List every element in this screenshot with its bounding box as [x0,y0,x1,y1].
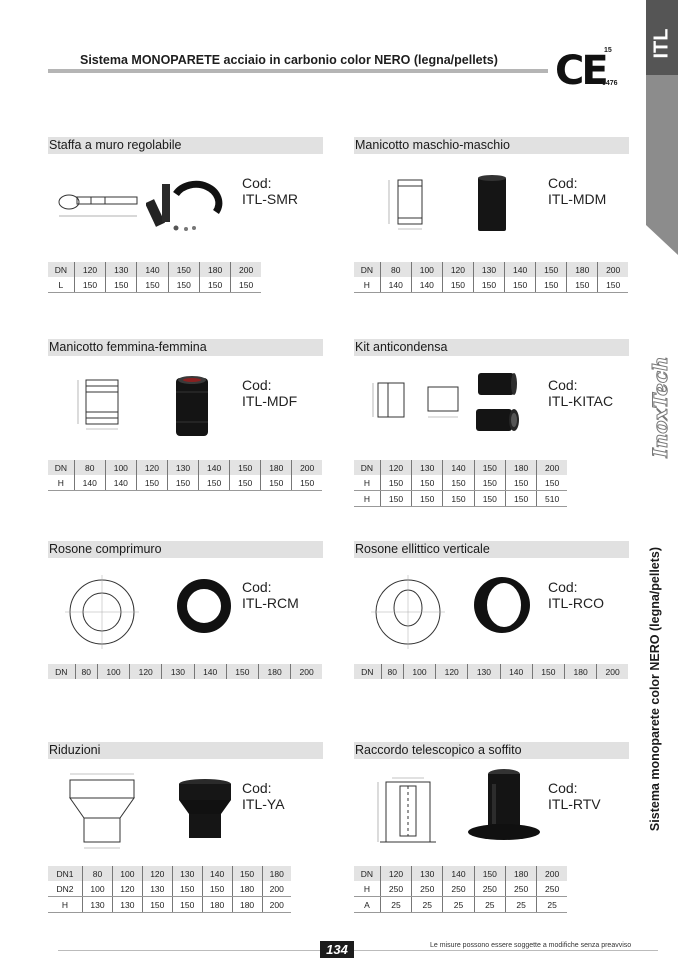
condensate-kit-drawing [370,375,465,425]
table-cell: 180 [232,881,262,897]
table-cell: 120 [380,460,411,475]
table-cell: 250 [505,881,536,897]
table-cell: 150 [199,475,230,491]
table-cell: 250 [412,881,443,897]
table-cell: 180 [232,897,262,913]
table-cell: DN [354,866,380,881]
table-cell: 150 [230,460,261,475]
table-cell: 140 [500,664,532,679]
section-title: Manicotto femmina-femmina [48,339,323,356]
cod-label: Cod: [548,377,578,393]
table-cell: 130 [167,460,198,475]
spec-table [354,664,628,679]
spec-table [48,262,261,293]
table-cell: A [354,897,380,913]
table-cell: H [354,491,380,507]
table-cell: 150 [412,491,443,507]
table-cell: DN [354,460,380,475]
table-cell: 80 [74,460,105,475]
table-cell: 150 [231,277,261,293]
table-cell: 150 [567,277,598,293]
table-cell: 100 [97,664,129,679]
table-cell: DN [354,262,380,277]
table-cell: 100 [403,664,435,679]
section-title: Rosone comprimuro [48,541,323,558]
table-cell: L [48,277,74,293]
header-underline [48,69,548,73]
table-cell: 120 [130,664,162,679]
cod-label: Cod: [548,780,578,796]
table-cell: 25 [537,897,567,913]
spec-table [48,460,322,491]
product-code: ITL-SMR [242,191,298,207]
table-cell: 200 [262,881,291,897]
table-cell: 25 [412,897,443,913]
male-coupling-drawing [380,172,435,234]
table-cell: 140 [202,866,232,881]
table-cell: 150 [172,897,202,913]
ceiling-connector-photo [464,764,544,844]
table-cell: H [354,475,380,491]
product-code: ITL-YA [242,796,285,812]
table-cell: 120 [74,262,105,277]
spec-table [354,866,567,913]
table-cell: DN [48,460,74,475]
elliptic-rosette-drawing [368,572,448,652]
table-cell: 150 [474,491,505,507]
female-coupling-photo [172,374,212,438]
male-coupling-photo [472,172,512,234]
table-cell: 150 [536,262,567,277]
table-cell: 150 [226,664,258,679]
table-cell: 100 [105,460,136,475]
table-cell: DN1 [48,866,83,881]
table-cell: 200 [262,897,291,913]
side-vertical-title: Sistema monoparete color NERO (legna/pellets) [648,546,662,832]
table-cell: 150 [199,277,230,293]
table-cell: 150 [443,491,474,507]
spec-table [354,262,628,293]
table-cell: 200 [292,460,322,475]
table-cell: 140 [443,460,474,475]
table-cell: 130 [83,897,113,913]
table-cell: 200 [291,664,322,679]
section-title: Manicotto maschio-maschio [354,137,629,154]
table-cell: 130 [412,866,443,881]
table-cell: 180 [505,866,536,881]
product-code: ITL-RTV [548,796,601,812]
table-cell: 25 [443,897,474,913]
section-title: Kit anticondensa [354,339,629,356]
ce-mark-number: 15 [604,47,612,54]
table-cell: 180 [202,897,232,913]
table-cell: 140 [137,262,168,277]
table-cell: H [354,881,380,897]
product-code: ITL-RCM [242,595,299,611]
table-cell: 150 [137,277,168,293]
table-cell: 150 [473,277,504,293]
table-cell: 100 [411,262,442,277]
table-cell: 80 [381,664,403,679]
table-cell: H [48,475,74,491]
table-cell: 150 [202,881,232,897]
cod-label: Cod: [242,780,272,796]
table-cell: 150 [136,475,167,491]
table-cell: 200 [597,664,628,679]
condensate-kit-photo [472,371,522,435]
spec-table [354,460,567,507]
table-cell: 250 [380,881,411,897]
table-cell: 180 [262,866,291,881]
table-cell: 25 [474,897,505,913]
table-cell: 25 [505,897,536,913]
table-cell: 80 [380,262,411,277]
table-cell: 150 [168,262,199,277]
table-cell: H [48,897,83,913]
side-tab-code: ITL [650,28,673,59]
reducer-drawing [62,766,142,854]
table-cell: 130 [172,866,202,881]
table-cell: 150 [380,491,411,507]
table-cell: 140 [194,664,226,679]
table-cell: 150 [505,475,536,491]
table-cell: 150 [443,475,474,491]
female-coupling-drawing [72,372,127,434]
table-cell: 120 [112,881,142,897]
table-cell: 130 [112,897,142,913]
table-cell: 140 [505,262,536,277]
ce-notified-body: 0476 [602,80,618,87]
table-cell: 140 [105,475,136,491]
table-cell: 150 [536,277,567,293]
section-title: Rosone ellittico verticale [354,541,629,558]
table-cell: DN [48,262,74,277]
product-code: ITL-MDM [548,191,607,207]
table-cell: 200 [598,262,628,277]
reducer-photo [175,776,235,842]
elliptic-rosette-photo [470,574,534,636]
table-cell: 150 [442,277,473,293]
wall-rosette-photo [176,578,232,634]
table-cell: 25 [380,897,411,913]
cod-label: Cod: [548,579,578,595]
table-cell: 120 [136,460,167,475]
table-cell: 140 [199,460,230,475]
table-cell: 100 [83,881,113,897]
cod-label: Cod: [242,175,272,191]
table-cell: 150 [474,460,505,475]
table-cell: 140 [443,866,474,881]
product-code: ITL-RCO [548,595,604,611]
table-cell: DN2 [48,881,83,897]
table-cell: 150 [505,277,536,293]
table-cell: 200 [231,262,261,277]
table-cell: 150 [292,475,322,491]
table-cell: 150 [142,897,172,913]
table-cell: 130 [468,664,500,679]
table-cell: 150 [380,475,411,491]
table-cell: H [354,277,380,293]
table-cell: 140 [380,277,411,293]
table-cell: 80 [75,664,97,679]
table-cell: 180 [261,460,292,475]
table-cell: 510 [537,491,567,507]
table-cell: 150 [172,881,202,897]
brand-logo: InoxTech [648,356,672,458]
table-cell: 150 [232,866,262,881]
footer-disclaimer: Le misure possono essere soggette a modifiche senza preavviso [430,942,632,949]
table-cell: 180 [505,460,536,475]
table-cell: 150 [168,277,199,293]
table-cell: 250 [474,881,505,897]
wall-bracket-drawing [55,182,145,227]
table-cell: 150 [261,475,292,491]
table-cell: 150 [412,475,443,491]
table-cell: 180 [565,664,597,679]
table-cell: 180 [567,262,598,277]
table-cell: DN [48,664,75,679]
ceiling-connector-drawing [374,772,444,852]
table-cell: 200 [537,460,567,475]
table-cell: 150 [474,866,505,881]
table-cell: 150 [167,475,198,491]
table-cell: 150 [106,277,137,293]
table-cell: 120 [380,866,411,881]
section-title: Staffa a muro regolabile [48,137,323,154]
wall-rosette-drawing [62,572,142,652]
table-cell: 100 [112,866,142,881]
table-cell: 150 [532,664,564,679]
table-cell: 120 [442,262,473,277]
ce-mark-logo: CE [555,48,606,94]
page-number: 134 [320,941,354,958]
table-cell: 130 [473,262,504,277]
table-cell: 80 [83,866,113,881]
spec-table [48,866,291,913]
footer-rule [58,950,658,951]
table-cell: 130 [412,460,443,475]
section-title: Riduzioni [48,742,323,759]
table-cell: 150 [74,277,105,293]
product-code: ITL-KITAC [548,393,614,409]
table-cell: 150 [505,491,536,507]
table-cell: 120 [436,664,468,679]
spec-table [48,664,322,679]
cod-label: Cod: [548,175,578,191]
product-code: ITL-MDF [242,393,298,409]
table-cell: 150 [598,277,628,293]
page-header-title: Sistema MONOPARETE acciaio in carbonio color NERO (legna/pellets) [80,53,498,67]
side-tab-wedge [646,75,678,255]
table-cell: 140 [74,475,105,491]
table-cell: 130 [106,262,137,277]
table-cell: 150 [474,475,505,491]
table-cell: 200 [537,866,567,881]
table-cell: 150 [537,475,567,491]
wall-bracket-photo [146,172,231,234]
table-cell: 140 [411,277,442,293]
section-title: Raccordo telescopico a soffito [354,742,629,759]
cod-label: Cod: [242,579,272,595]
table-cell: DN [354,664,381,679]
table-cell: 130 [162,664,194,679]
table-cell: 120 [142,866,172,881]
table-cell: 250 [443,881,474,897]
cod-label: Cod: [242,377,272,393]
table-cell: 180 [259,664,291,679]
table-cell: 150 [230,475,261,491]
table-cell: 180 [199,262,230,277]
table-cell: 250 [537,881,567,897]
table-cell: 130 [142,881,172,897]
